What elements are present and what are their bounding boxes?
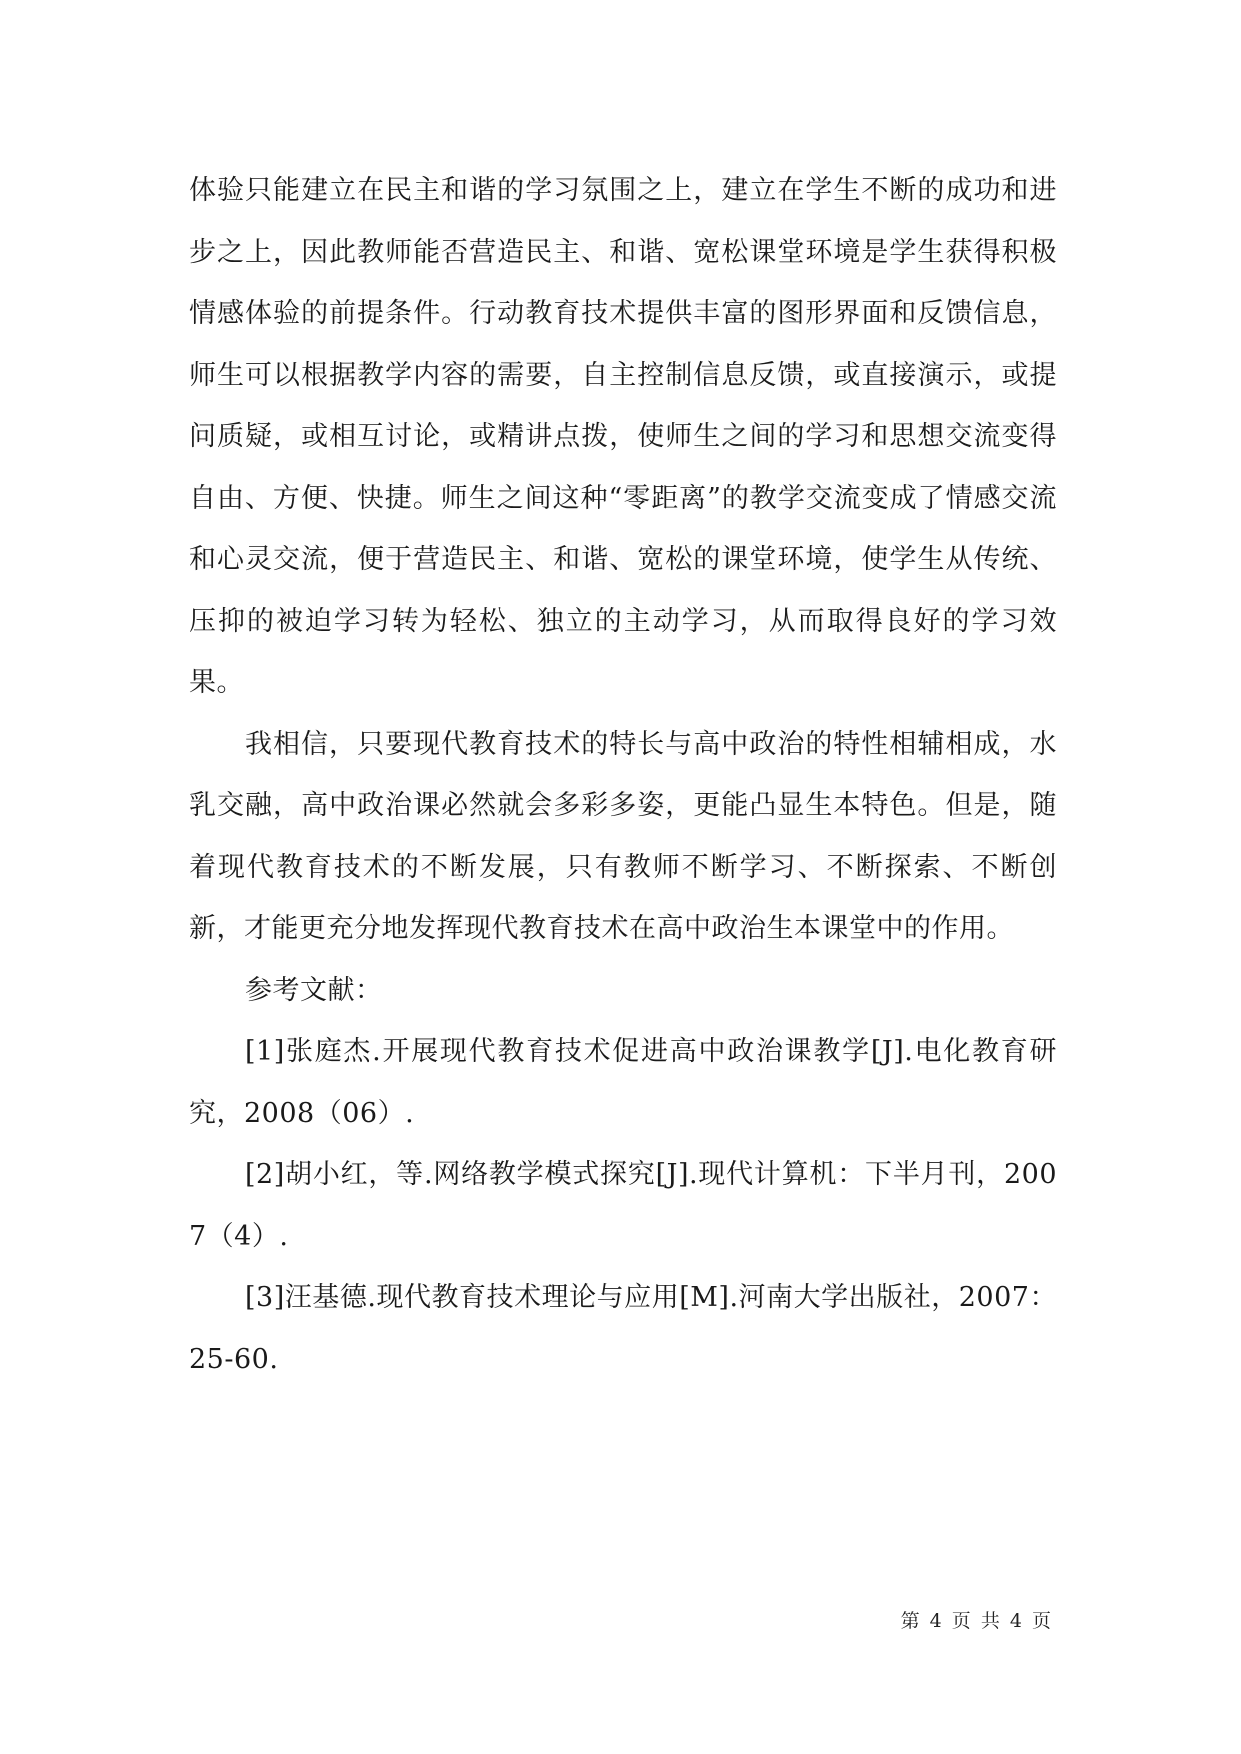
page-number-footer: 第 4 页 共 4 页 [900, 1610, 1053, 1632]
reference-item-3: [3]汪基德.现代教育技术理论与应用[M].河南大学出版社，2007：25-60. [189, 1282, 1057, 1375]
paragraph-conclusion: 我相信，只要现代教育技术的特长与高中政治的特性相辅相成，水乳交融，高中政治课必然就会多彩多姿，更能凸显生本特色。但是，随着现代教育技术的不断发展，只有教师不断学习、不断探索、不断创新，才能更充分地发挥现代教育技术在高中政治生本课堂中的作用。 [189, 728, 1057, 944]
paragraph-continued: 体验只能建立在民主和谐的学习氛围之上，建立在学生不断的成功和进步之上，因此教师能否营造民主、和谐、宽松课堂环境是学生获得积极情感体验的前提条件。行动教育技术提供丰富的图形界面和反馈信息，师生可以根据教学内容的需要，自主控制信息反馈，或直接演示，或提问质疑，或相互讨论，或精讲点拨，使师生之间的学习和思想交流变得自由、方便、快捷。师生之间这种“零距离”的教学交流变成了情感交流和心灵交流，便于营造民主、和谐、宽松的课堂环境，使学生从传统、压抑的被迫学习转为轻松、独立的主动学习，从而取得良好的学习效果。 [189, 175, 1057, 698]
reference-item-2: [2]胡小红，等.网络教学模式探究[J].现代计算机：下半月刊，2007（4）. [189, 1159, 1057, 1252]
body-text [189, 160, 1057, 1390]
reference-item-1: [1]张庭杰.开展现代教育技术促进高中政治课教学[J].电化教育研究，2008（06）. [189, 1036, 1057, 1129]
references-heading: 参考文献： [245, 974, 383, 1006]
